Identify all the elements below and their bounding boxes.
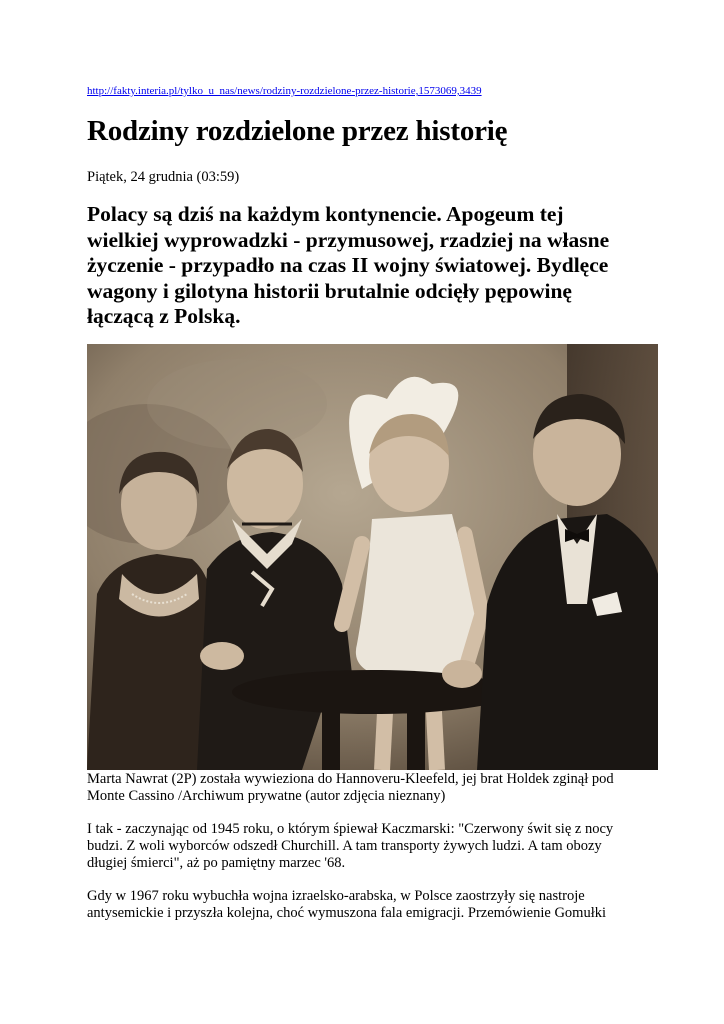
- paragraph-line: długiej śmierci", aż po pamiętny marzec '68.: [87, 855, 346, 871]
- lead-line: łączącą z Polską.: [87, 304, 241, 328]
- lead-line: Polacy są dziś na każdym kontynencie. Apogeum tej: [87, 202, 564, 226]
- lead-line: wagony i gilotyna historii brutalnie odcięły pępowinę: [87, 278, 572, 303]
- article-lead: [87, 202, 627, 330]
- photo-caption: [87, 771, 662, 805]
- family-photo: [87, 344, 658, 770]
- lead-line: życzenie - przypadło na czas II wojny światowej. Bydlęce: [87, 253, 609, 277]
- lead-line: wielkiej wyprowadzki - przymusowej, rzadziej na własne: [87, 227, 610, 252]
- body-paragraph-1: [87, 821, 647, 872]
- caption-line: Marta Nawrat (2P) została wywieziona do Hannoveru-Kleefeld, jej brat Holdek zginął pod: [87, 771, 614, 787]
- article-date: Piątek, 24 grudnia (03:59): [87, 169, 240, 185]
- paragraph-line: Gdy w 1967 roku wybuchła wojna izraelsko-arabska, w Polsce zaostrzyły się nastroje: [87, 888, 585, 904]
- source-url-link[interactable]: http://fakty.interia.pl/tylko_u_nas/news/rodziny-rozdzielone-przez-historie,1573069,3439: [87, 85, 482, 97]
- paragraph-line: I tak - zaczynając od 1945 roku, o którym śpiewał Kaczmarski: "Czerwony świt się z nocy: [87, 821, 614, 837]
- paragraph-line: antysemickie i przyszła kolejna, choć wymuszona fala emigracji. Przemówienie Gomułki: [87, 905, 607, 921]
- body-paragraph-2: [87, 888, 647, 922]
- caption-line: Monte Cassino /Archiwum prywatne (autor zdjęcia nieznany): [87, 788, 446, 804]
- article-title: Rodziny rozdzielone przez historię: [87, 115, 508, 147]
- paragraph-line: budzi. Z woli wyborców odszedł Churchill. A tam transporty żywych ludzi. A tam obozy: [87, 838, 602, 854]
